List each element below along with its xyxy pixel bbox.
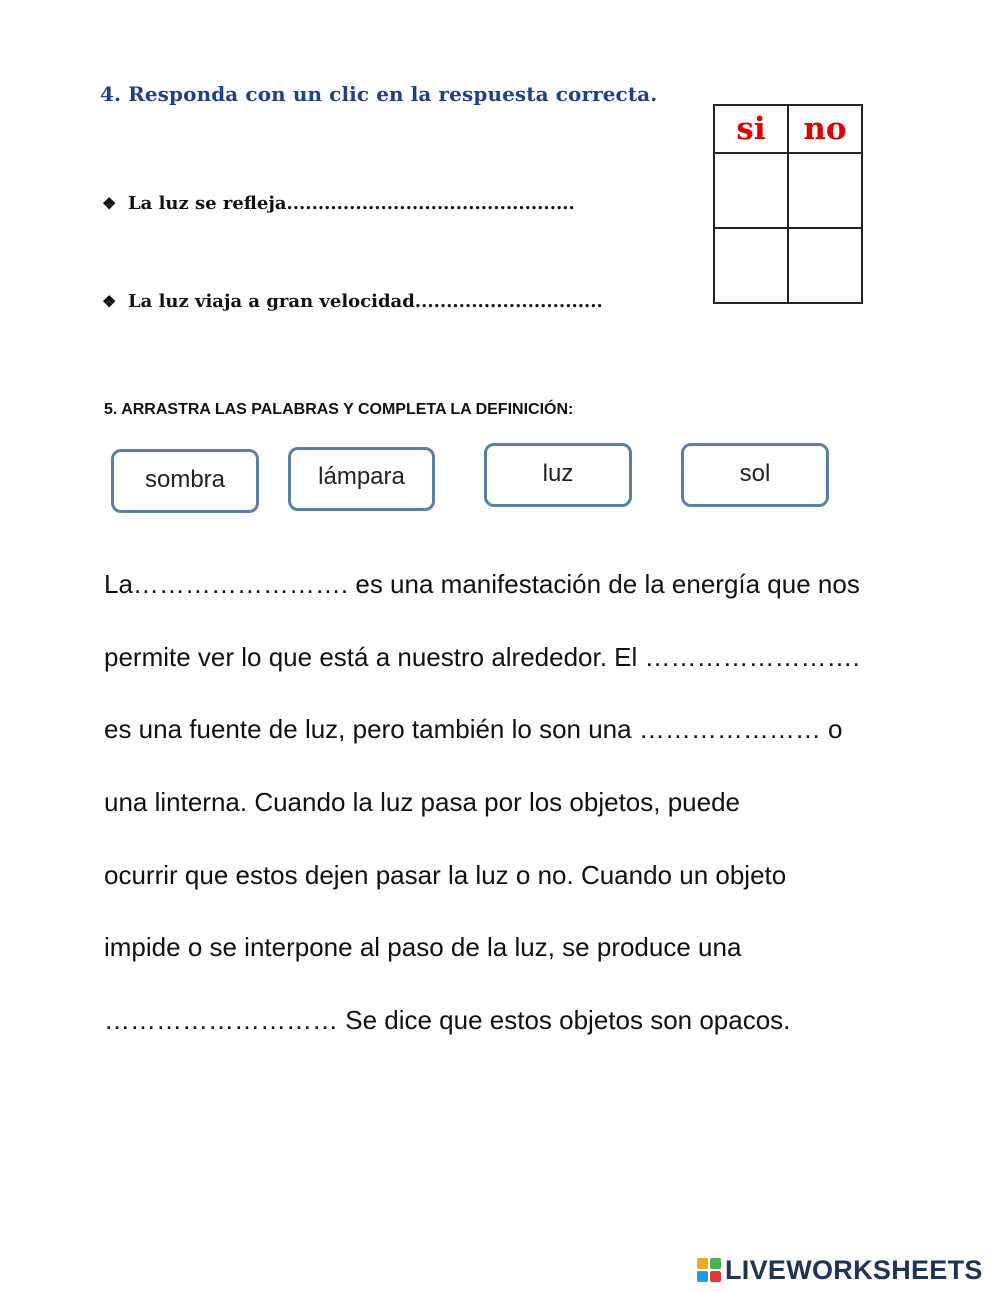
answer-cell-2-no[interactable] [788,228,862,303]
answer-cell-2-si[interactable] [714,228,788,303]
word-label: sol [739,460,771,487]
text-segment: . es una manifestación de la energía que nos [340,569,860,599]
paragraph-line-3 [104,713,924,745]
logo-square [697,1258,708,1269]
word-label: sombra [144,466,226,493]
text-segment: o [820,714,843,744]
paragraph-line-7 [104,1004,924,1036]
brand-name: LIVEWORKSHEETS [725,1254,983,1285]
diamond-bullet-icon: ❖ [102,292,117,311]
answer-cell-1-no[interactable] [788,153,862,228]
diamond-bullet-icon: ❖ [102,194,117,213]
paragraph-line-5: ocurrir que estos dejen pasar la luz o no. Cuando un objeto [104,860,787,890]
logo-square [710,1258,721,1269]
statement-speed [102,291,603,312]
question-4-title: 4. Responda con un clic en la respuesta correcta. [100,82,658,106]
liveworksheets-logo-icon [697,1258,721,1282]
drop-blank-4[interactable]: ……………………… [104,1005,338,1035]
header-no: no [788,105,862,153]
header-si: si [714,105,788,153]
answer-cell-1-si[interactable] [714,153,788,228]
paragraph-line-4: una linterna. Cuando la luz pasa por los objetos, puede [104,787,740,817]
text-segment: La [104,569,133,599]
text-segment: Se dice que estos objetos son opacos. [338,1005,791,1035]
yes-no-answer-table [713,104,863,304]
statement-text: La luz viaja a gran velocidad.............................. [128,291,603,312]
drop-blank-3[interactable]: ………………… [638,714,821,744]
word-label: luz [542,460,574,487]
text-segment: permite ver lo que está a nuestro alrededor. El [104,642,645,672]
paragraph-line-2 [104,641,924,673]
drag-word-luz[interactable] [484,443,632,507]
logo-square [710,1271,721,1282]
text-segment: es una fuente de luz, pero también lo son una [104,714,639,744]
drag-word-sombra[interactable] [111,449,259,513]
drag-word-sol[interactable] [681,443,829,507]
drag-word-lampara[interactable] [288,447,435,511]
drop-blank-2[interactable]: ……………………. [644,642,860,672]
drop-blank-1[interactable]: …………………… [132,569,341,599]
statement-text: La luz se refleja.............................................. [128,193,575,214]
statement-reflection [102,193,575,214]
logo-square [697,1271,708,1282]
paragraph-line-1 [104,568,924,600]
question-5-title: 5. ARRASTRA LAS PALABRAS Y COMPLETA LA DEFINICIÓN: [104,401,574,418]
word-label: lámpara [318,463,405,490]
liveworksheets-brand [697,1255,983,1285]
paragraph-line-6: impide o se interpone al paso de la luz, se produce una [104,932,742,962]
